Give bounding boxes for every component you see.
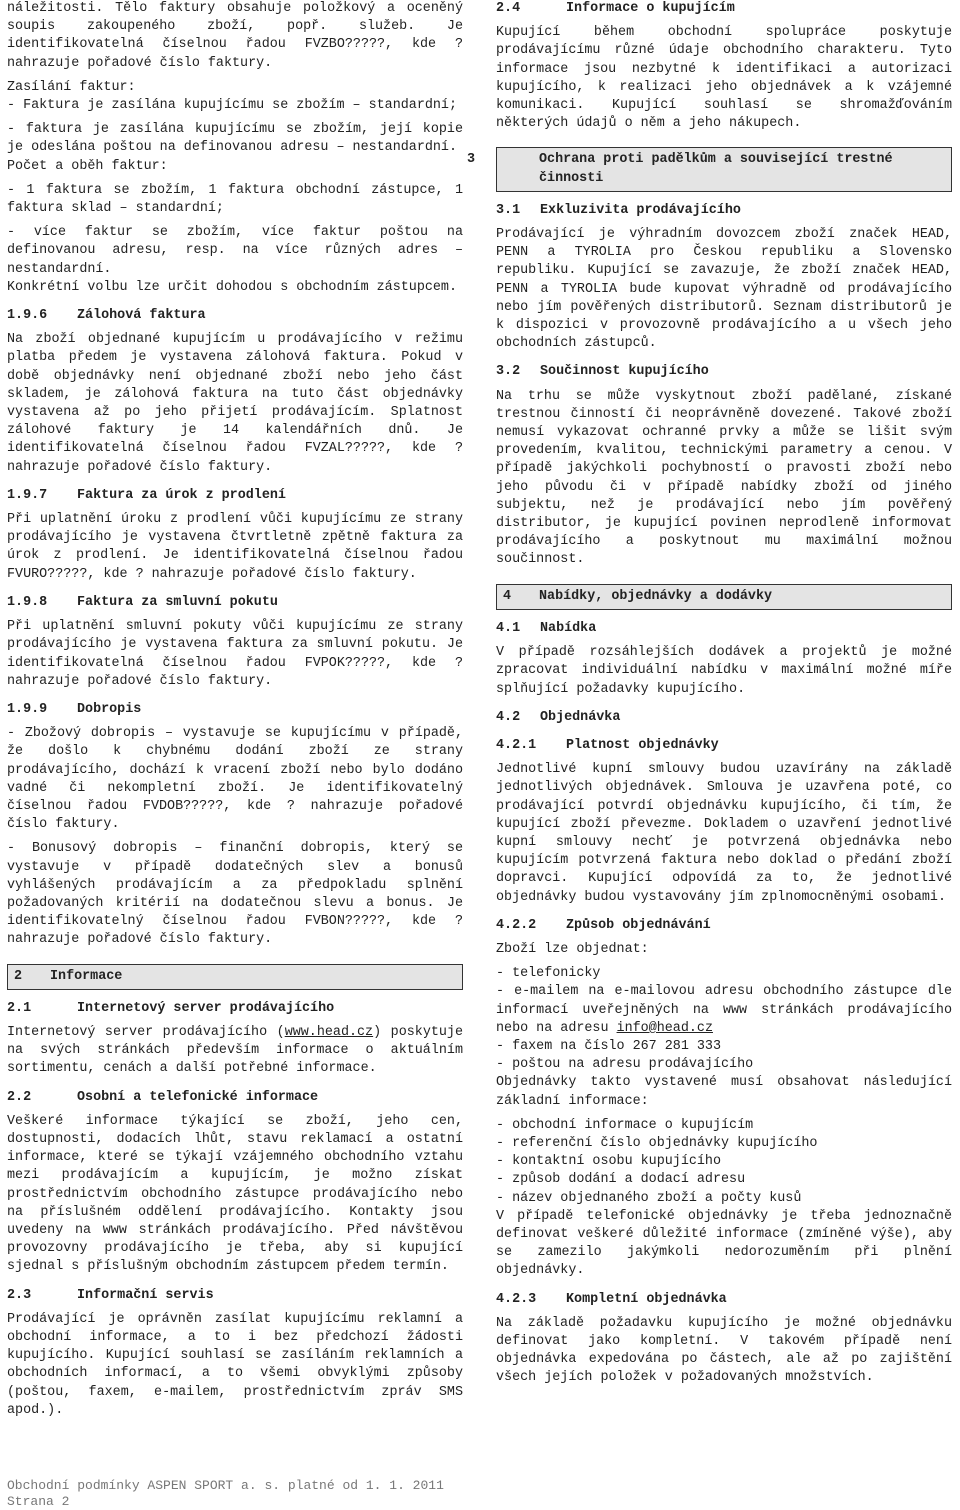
page-number: Strana 2 (7, 1494, 70, 1509)
list-item: - poštou na adresu prodávajícího (496, 1057, 754, 1073)
list-item: - e-mailem na e-mailovou adresu obchodního zástupce dle informací uveřejněných na www stránkách prodávajícího nebo na adresu info@head.cz (496, 984, 952, 1036)
paragraph: Internetový server prodávajícího (www.head.cz) poskytuje na svých stránkách především informace o aktuálním sortimentu, cenách a další potřebné informace. (7, 1024, 463, 1077)
paragraph: Na základě požadavku kupujícího je možné objednávku definovat jako kompletní. V takovém případě není objednávka expedována po částech, ale až po zajištění všech jejích položek v požadovaných množstvích. (496, 1315, 952, 1386)
section-heading: 4.2.2 Způsob objednávání (496, 917, 711, 933)
list-item: - obchodní informace o kupujícím (496, 1117, 754, 1133)
paragraph: Prodávající je výhradním dovozcem zboží značek HEAD, PENN a TYROLIA pro Českou republiku a Slovensko republiku. Kupující se zavazuje, že zboží značek HEAD, PENN a TYROLIA bude kupovat výhradně od prodávajícího nebo jím pověřených distributorů. Seznam distributorů je k dispozici v provozovně prodávajícího a u všech jeho obchodních zástupců. (496, 227, 952, 352)
paragraph: Objednávky takto vystavené musí obsahovat následující základní informace: (496, 1075, 952, 1109)
section-heading: 2.1 Internetový server prodávajícího (7, 1000, 335, 1016)
section-heading: 4.1 Nabídka (496, 620, 597, 636)
paragraph: Veškeré informace týkající se zboží, jeho cen, dostupnosti, dodacích lhůt, stavu reklamací a ostatní informace, které se týkají vzájemného obchodního vztahu mezi prodávajícím a kupujícím, je možno získat prostřednictvím obchodního zástupce prodávajícího nebo na příslušném oddělení prodávajícího. Kontakty jsou uvedeny na www stránkách prodávajícího. Před návštěvou provozovny prodávajícího je třeba, aby si kupující sjednal s příslušným obchodním zástupcem předem termín. (7, 1113, 463, 1275)
section-heading: 2.4 Informace o kupujícím (496, 1, 735, 16)
footer-title: Obchodní podmínky ASPEN SPORT a. s. platné od 1. 1. 2011 (7, 1478, 444, 1493)
list-item: - název objednaného zboží a počty kusů (496, 1190, 802, 1206)
list-item: - způsob dodání a dodací adresu (496, 1172, 746, 1188)
paragraph: Konkrétní volbu lze určit dohodou s obchodním zástupcem. (7, 279, 457, 295)
paragraph: Na trhu se může vyskytnout zboží padělané, získané trestnou činností či neoprávněně dovezené. Takové zboží nemusí vykazovat ochranné prvky a může se lišit svým provedením, kvalitou, technickými parametry a cenou. V případě jakýchkoli pochybností o pravosti zboží nebo jeho původu či v případě nabídky zboží od jiného subjektu, než je prodávající nebo jím pověřený distributor, je kupující povinen neprodleně informovat prodávajícího a poskytnout mu maximální možnou součinnost. (496, 388, 952, 568)
paragraph: Prodávající je oprávněn zasílat kupujícímu reklamní a obchodní informace, a to i bez předchozí žádosti kupujícího. Kupující souhlasí se zasíláním reklamních a obchodních informací, a to všemi obvyklými způsoby (poštou, faxem, e-mailem, prostřednictvím zpráv SMS apod.). (7, 1311, 463, 1418)
right-column (467, 0, 952, 1394)
section-heading: 4.2 Objednávka (496, 709, 621, 725)
paragraph: V případě telefonické objednávky je třeba jednoznačně definovat veškeré důležité informace (zmíněné výše), aby se zamezilo jakýmkoli nedorozuměním při plnění objednávky. (496, 1208, 952, 1279)
paragraph: V případě rozsáhlejších dodávek a projektů je možné zpracovat individuální nabídku v maximální možné míře splňující požadavky kupujícího. (496, 645, 952, 697)
list-item: - faktura je zasílána kupujícímu se zbožím, její kopie je odeslána poštou na definovanou adresu – nestandardní. (7, 122, 463, 156)
paragraph: Kupující během obchodní spolupráce poskytuje prodávajícímu různé údaje obchodního charakteru. Tyto informace jsou nezbytné k identifikaci a autorizaci kupujícího, k realizaci jeho objednávek a k vzájemné komunikaci. Kupující souhlasí se shromažďováním některých údajů o něm a jeho nákupech. (496, 25, 952, 132)
section-heading: 3.2 Součinnost kupujícího (496, 364, 709, 380)
paragraph: Při uplatnění úroku z prodlení vůči kupujícímu ze strany prodávajícího je vystavena čtvrtletně zpětně faktura za úrok z prodlení. Je identifikovatelná číselnou řadou FVURO?????, kde ? nahrazuje pořadové číslo faktury. (7, 512, 463, 582)
chapter-heading: 3 Ochrana proti padělkům a související trestné činnosti (496, 147, 952, 191)
email-link[interactable]: info@head.cz (616, 1020, 713, 1036)
list-item: - telefonicky (496, 966, 601, 982)
list-item: - faxem na číslo 267 281 333 (496, 1038, 721, 1054)
list-item: - Zbožový dobropis – vystavuje se kupujícímu v případě, že došlo k chybnému dodání zboží ze strany prodávajícího, dochází k vracení zboží nebo bylo dodáno vadné či nekompletní zboží. Je identifikovatelný číselnou řadou FVDOB?????, kde ? nahrazuje pořadové číslo faktury. (7, 726, 463, 833)
list-item: - více faktur se zbožím, více faktur poštou na definovanou adresu, resp. na více různých adres – nestandardní. (7, 225, 463, 277)
list-item: - referenční číslo objednávky kupujícího (496, 1135, 818, 1151)
chapter-heading: 2 Informace (7, 964, 463, 990)
section-heading: 2.2 Osobní a telefonické informace (7, 1089, 319, 1105)
left-column (7, 0, 463, 1426)
required-info-list (496, 1117, 952, 1208)
paragraph: Při uplatnění smluvní pokuty vůči kupujícímu ze strany prodávajícího je vystavena faktura za smluvní pokutu. Je identifikovatelná číselnou řadou FVPOK?????, kde ? nahrazuje pořadové číslo faktury. (7, 619, 463, 689)
list-item: - Faktura je zasílána kupujícímu se zbožím – standardní; (7, 98, 457, 114)
section-heading: 1.9.7 Faktura za úrok z prodlení (7, 487, 286, 503)
paragraph: Zboží lze objednat: (496, 941, 649, 957)
website-link[interactable]: www.head.cz (284, 1024, 374, 1040)
section-heading: 2.3 Informační servis (7, 1287, 214, 1303)
section-heading: 1.9.8 Faktura za smluvní pokutu (7, 594, 278, 610)
section-heading: 1.9.9 Dobropis (7, 701, 142, 717)
paragraph: náležitosti. Tělo faktury obsahuje položkový a oceněný soupis zakoupeného zboží, popř. služeb. Je identifikovatelná číselnou řadou FVZBO?????, kde ? nahrazuje pořadové číslo faktury. (7, 1, 463, 71)
section-heading: 1.9.6 Zálohová faktura (7, 308, 206, 324)
chapter-heading: 4 Nabídky, objednávky a dodávky (496, 584, 952, 610)
section-heading: 4.2.1 Platnost objednávky (496, 737, 719, 753)
section-heading: 3.1 Exkluzivita prodávajícího (496, 202, 741, 218)
paragraph: Na zboží objednané kupujícím u prodávajícího v režimu platba předem je vystavena zálohová faktura. Pokud v době objednávky není objednané zboží nebo jeho část skladem, je zálohová faktura na tuto část objednávky vystavena až po jeho přijetí prodávajícím. Splatnost zálohové faktury je 14 kalendářních dnů. Je identifikovatelná číselnou řadou FVZAL?????, kde ? nahrazuje pořadové číslo faktury. (7, 332, 463, 475)
section-heading: 4.2.3 Kompletní objednávka (496, 1291, 727, 1307)
list-item: - 1 faktura se zbožím, 1 faktura obchodní zástupce, 1 faktura sklad – standardní; (7, 182, 463, 217)
order-methods-list (496, 965, 952, 1074)
list-item: - kontaktní osobu kupujícího (496, 1154, 721, 1170)
paragraph: Počet a oběh faktur: (7, 158, 168, 174)
paragraph: Jednotlivé kupní smlouvy budou uzavírány na základě jednotlivých objednávek. Smlouva je uzavřena poté, co prodávající potvrdí objednávku kupujícího, či tím, že kupující zboží převezme. Dokladem o uzavření jednotlivé kupní smlouvy nechť je potvrzená objednávka nebo kupujícím potvrzená faktura nebo doklad o předání zboží dopravci. Kupující odpovídá za to, že jednotlivé objednávky budou vystavovány jím zplnomocněnými osobami. (496, 762, 952, 905)
list-item: - Bonusový dobropis – finanční dobropis, který se vystavuje v případě dodatečných slev a bonusů vyhlášených prodávajícím a za předpokladu splnění požadovaných kritérií na dodatečnou slevu a bonus. Je identifikovatelný číselnou řadou FVBON?????, kde ? nahrazuje pořadové číslo faktury. (7, 841, 463, 948)
page-footer (7, 1478, 444, 1510)
paragraph: Zasílání faktur: (7, 79, 136, 95)
